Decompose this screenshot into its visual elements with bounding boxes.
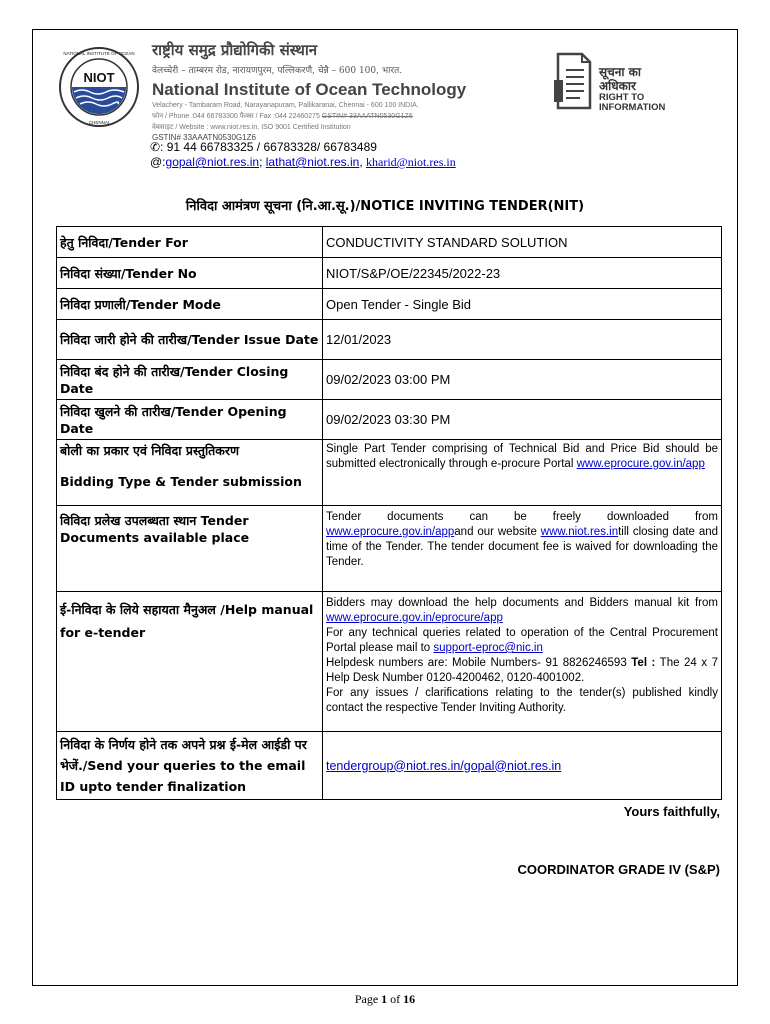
struck-gstin: GSTIN# 33AAATN0530G1Z6 xyxy=(321,113,413,120)
contact-phone: ✆: 91 44 66783325 / 66783328/ 66783489 xyxy=(150,140,377,154)
label-tender-mode: निविदा प्रणाली/Tender Mode xyxy=(57,289,323,320)
label-bidding-type: बोली का प्रकार एवं निविदा प्रस्तुतिकरण Bidding Type & Tender submission xyxy=(57,440,323,506)
label-issue-date: निविदा जारी होने की तारीख/Tender Issue Date xyxy=(57,320,323,360)
closing-salutation: Yours faithfully, xyxy=(623,804,720,819)
svg-text:CHENNAI: CHENNAI xyxy=(88,120,110,125)
value-bidding-type: Single Part Tender comprising of Technical Bid and Price Bid should be submitted electronically through e-procure Portal www.eprocure.gov.in/app xyxy=(323,440,722,506)
label-tender-no: निविदा संख्या/Tender No xyxy=(57,258,323,289)
table-row xyxy=(57,400,722,440)
signatory-title: COORDINATOR GRADE IV (S&P) xyxy=(517,862,720,877)
table-row xyxy=(57,440,722,506)
address-hindi: वेलच्चेरी – ताम्बरम रोड, नारायणपुरम, पल्लिकरणै, चेन्नै – 600 100, भारत. xyxy=(152,66,403,76)
institute-name-hindi: राष्ट्रीय समुद्र प्रौद्योगिकी संस्थान xyxy=(152,41,318,59)
value-closing-date: 09/02/2023 03:00 PM xyxy=(323,360,722,400)
notice-title: निविदा आमंत्रण सूचना (नि.आ.सू.)/NOTICE INVITING TENDER(NIT) xyxy=(185,199,585,214)
contact-emails: @:gopal@niot.res.in; lathat@niot.res.in, kharid@niot.res.in xyxy=(150,155,456,169)
email-link-kharid[interactable]: kharid@niot.res.in xyxy=(366,155,456,169)
table-row xyxy=(57,289,722,320)
email-link-lathat[interactable]: lathat@niot.res.in xyxy=(265,155,360,169)
label-help-manual: ई-निविदा के लिये सहायता मैनुअल /Help manual for e-tender xyxy=(57,592,323,732)
eprocure-app-link[interactable]: www.eprocure.gov.in/app xyxy=(326,526,455,538)
value-tender-for: CONDUCTIVITY STANDARD SOLUTION xyxy=(323,227,722,258)
value-help-manual: Bidders may download the help documents and Bidders manual kit from www.eprocure.gov.in/eprocure/app For any technical queries related to operation of the Central Procurement Portal please mail to support-eproc@nic.in Helpdesk numbers are: Mobile Numbers- 91 8826246593 Tel : The 24 x 7 Help Desk Number 0120-4200462, 0120-4001002. For any issues / clarifications relating to the tender(s) published kindly contact the respective Tender Inviting Authority. xyxy=(323,592,722,732)
niot-website-link[interactable]: www.niot.res.in xyxy=(540,526,619,538)
table-row xyxy=(57,506,722,592)
value-queries xyxy=(323,732,722,800)
table-row xyxy=(57,732,722,800)
gstin: GSTIN# 33AAATN0530G1Z6 xyxy=(152,133,256,142)
value-issue-date: 12/01/2023 xyxy=(323,320,722,360)
institute-name-english: National Institute of Ocean Technology xyxy=(152,80,467,99)
label-tender-for: हेतु निविदा/Tender For xyxy=(57,227,323,258)
letterhead xyxy=(152,40,492,142)
value-tender-mode: Open Tender - Single Bid xyxy=(323,289,722,320)
table-row xyxy=(57,592,722,732)
page-number: Page 1 of 16 xyxy=(354,992,416,1006)
phone-fax-line: फोन / Phone :044 66783300 फैक्स / Fax :044 22460275 GSTIN# 33AAATN0530G1Z6 xyxy=(152,113,413,120)
eprocure-link[interactable]: www.eprocure.gov.in/app xyxy=(576,458,705,470)
niot-logo xyxy=(58,46,140,128)
tender-details-table xyxy=(56,226,722,800)
label-closing-date: निविदा बंद होने की तारीख/Tender Closing Date xyxy=(57,360,323,400)
email-link-gopal[interactable]: gopal@niot.res.in xyxy=(165,155,260,169)
value-documents-place: Tender documents can be freely downloaded from www.eprocure.gov.in/appand our website www.niot.res.intill closing date and time of the Tender. The tender document fee is waived for downloading the Tender. xyxy=(323,506,722,592)
logo-text: NIOT xyxy=(83,70,115,85)
eprocure-help-link[interactable]: www.eprocure.gov.in/eprocure/app xyxy=(326,612,503,624)
rti-document-icon xyxy=(552,52,594,110)
rti-mark: सूचना का अधिकार RIGHT TO INFORMATION xyxy=(599,65,666,113)
address-english: Velachery - Tambaram Road, Narayanapuram, Pallikaranai, Chennai - 600 100 INDIA. xyxy=(152,102,419,109)
support-email-link[interactable]: support-eproc@nic.in xyxy=(433,642,543,654)
value-opening-date: 09/02/2023 03:30 PM xyxy=(323,400,722,440)
tendergroup-email-link[interactable]: tendergroup@niot.res.in/gopal@niot.res.in xyxy=(326,758,562,773)
table-row xyxy=(57,320,722,360)
website-line: वेबसाइट / Website : www.niot.res.in, ISO 9001 Certified Institution xyxy=(152,124,351,131)
value-tender-no: NIOT/S&P/OE/22345/2022-23 xyxy=(323,258,722,289)
table-row xyxy=(57,258,722,289)
svg-text:NATIONAL INSTITUTE OF OCEAN: NATIONAL INSTITUTE OF OCEAN xyxy=(63,51,135,56)
label-queries: निविदा के निर्णय होने तक अपने प्रश्न ई-मेल आईडी पर भेजें./Send your queries to the email ID upto tender finalization xyxy=(57,732,323,800)
table-row xyxy=(57,360,722,400)
label-documents-place: विविदा प्रलेख उपलब्धता स्थान Tender Documents available place xyxy=(57,506,323,592)
label-opening-date: निविदा खुलने की तारीख/Tender Opening Date xyxy=(57,400,323,440)
table-row xyxy=(57,227,722,258)
